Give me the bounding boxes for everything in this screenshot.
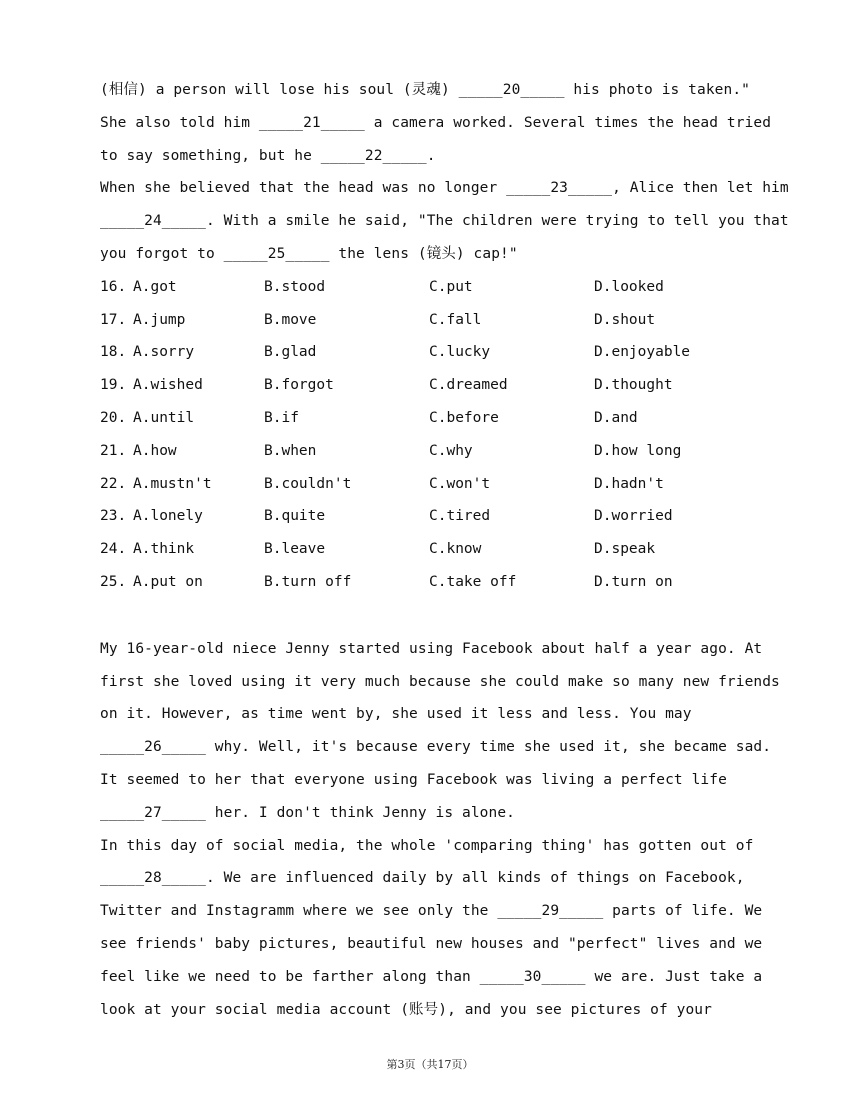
section-spacer (100, 599, 780, 633)
option-b: B.stood (264, 278, 326, 295)
option-a: A.mustn't (133, 475, 212, 492)
option-b: B.quite (264, 508, 326, 525)
passage-line: It seemed to her that everyone using Facebook was living a perfect life (100, 771, 727, 788)
option-b: B.move (264, 311, 317, 328)
option-a: A.think (133, 541, 195, 558)
passage-line: _____26_____ why. Well, it's because every time she used it, she became sad. (100, 739, 772, 756)
question-number: 18. (100, 344, 127, 361)
passage-line: feel like we need to be farther along than _____30_____ we are. Just take a (100, 968, 763, 985)
question-number: 17. (100, 311, 127, 328)
option-row (100, 304, 780, 337)
document-page (100, 74, 789, 1026)
passage-line: on it. However, as time went by, she used it less and less. You may (100, 706, 692, 723)
option-b: B.couldn't (264, 475, 352, 492)
page-footer: 第3页（共17页） (386, 1058, 474, 1071)
option-a: A.lonely (133, 508, 203, 525)
option-a: A.until (133, 409, 195, 426)
option-row (100, 566, 780, 599)
passage-line: first she loved using it very much because she could make so many new friends (100, 673, 780, 690)
passage-line: see friends' baby pictures, beautiful new houses and "perfect" lives and we (100, 935, 763, 952)
option-c: C.take off (429, 573, 517, 590)
option-a: A.sorry (133, 344, 195, 361)
option-d: D.enjoyable (594, 344, 691, 361)
option-row (100, 336, 780, 369)
question-number: 25. (100, 573, 127, 590)
option-b: B.if (264, 409, 299, 426)
option-a: A.jump (133, 311, 186, 328)
passage-line: to say something, but he _____22_____. (100, 147, 436, 164)
option-d: D.thought (594, 377, 673, 394)
option-row (100, 369, 780, 402)
option-row (100, 271, 780, 304)
option-a: A.got (133, 278, 177, 295)
option-row (100, 468, 780, 501)
question-number: 20. (100, 409, 127, 426)
passage-line: When she believed that the head was no longer _____23_____, Alice then let him (100, 180, 789, 197)
passage-line: look at your social media account (账号), and you see pictures of your (100, 1001, 712, 1018)
passage-line: My 16-year-old niece Jenny started using Facebook about half a year ago. At (100, 640, 763, 657)
option-c: C.why (429, 442, 473, 459)
option-b: B.when (264, 442, 317, 459)
option-c: C.tired (429, 508, 491, 525)
option-a: A.how (133, 442, 177, 459)
option-c: C.fall (429, 311, 482, 328)
passage-line: She also told him _____21_____ a camera worked. Several times the head tried (100, 114, 772, 131)
question-number: 24. (100, 541, 127, 558)
option-d: D.how long (594, 442, 682, 459)
passage-line: you forgot to _____25_____ the lens (镜头) cap!" (100, 245, 518, 262)
option-d: D.shout (594, 311, 656, 328)
option-d: D.looked (594, 278, 664, 295)
passage-line: _____24_____. With a smile he said, "The children were trying to tell you that (100, 213, 789, 230)
passage-line: In this day of social media, the whole 'comparing thing' has gotten out of (100, 837, 754, 854)
option-b: B.glad (264, 344, 317, 361)
option-d: D.hadn't (594, 475, 664, 492)
question-number: 23. (100, 508, 127, 525)
option-c: C.dreamed (429, 377, 508, 394)
option-c: C.lucky (429, 344, 491, 361)
option-d: D.speak (594, 541, 656, 558)
option-b: B.turn off (264, 573, 352, 590)
passage-2 (100, 633, 780, 1027)
passage-line: Twitter and Instagramm where we see only the _____29_____ parts of life. We (100, 903, 763, 920)
answer-options (100, 271, 780, 599)
option-d: D.turn on (594, 573, 673, 590)
option-c: C.won't (429, 475, 491, 492)
option-d: D.worried (594, 508, 673, 525)
option-d: D.and (594, 409, 638, 426)
option-c: C.before (429, 409, 499, 426)
option-c: C.know (429, 541, 482, 558)
option-row (100, 435, 780, 468)
option-row (100, 500, 780, 533)
question-number: 19. (100, 377, 127, 394)
option-row (100, 533, 780, 566)
passage-1 (100, 74, 789, 271)
question-number: 16. (100, 278, 127, 295)
option-c: C.put (429, 278, 473, 295)
question-number: 22. (100, 475, 127, 492)
option-a: A.wished (133, 377, 203, 394)
passage-line: (相信) a person will lose his soul (灵魂) _____20_____ his photo is taken." (100, 82, 750, 98)
passage-line: _____28_____. We are influenced daily by all kinds of things on Facebook, (100, 870, 745, 887)
option-a: A.put on (133, 573, 203, 590)
passage-line: _____27_____ her. I don't think Jenny is alone. (100, 804, 515, 821)
option-b: B.leave (264, 541, 326, 558)
question-number: 21. (100, 442, 127, 459)
option-b: B.forgot (264, 377, 334, 394)
option-row (100, 402, 780, 435)
